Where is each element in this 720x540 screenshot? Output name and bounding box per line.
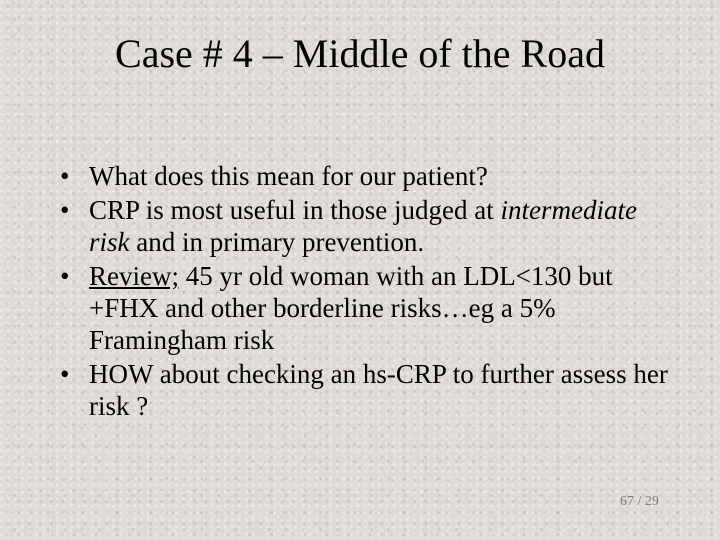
- bullet-marker: •: [60, 195, 70, 225]
- bullet-item: [60, 358, 680, 422]
- bullet-marker: •: [60, 261, 70, 291]
- slide-title: Case # 4 – Middle of the Road: [115, 31, 605, 76]
- bullet-item: [60, 260, 680, 356]
- bullet-marker: •: [60, 161, 70, 191]
- bullet-text: and in primary prevention.: [129, 227, 425, 257]
- bullet-marker: •: [60, 359, 70, 389]
- page-number: 67 / 29: [620, 494, 659, 509]
- bullet-item: [60, 194, 680, 258]
- bullet-list: [60, 160, 680, 424]
- bullet-text: HOW about checking an hs-CRP to further assess her risk ?: [89, 359, 668, 421]
- bullet-emphasis: intermediate risk: [89, 195, 637, 257]
- bullet-text: CRP is most useful in those judged at: [89, 195, 501, 225]
- bullet-text: 45 yr old woman with an LDL<130 but +FHX and other borderline risks…eg a 5% Framingham risk: [89, 261, 613, 355]
- bullet-label: Review;: [89, 261, 179, 291]
- bullet-item: [60, 160, 680, 192]
- bullet-text: What does this mean for our patient?: [89, 161, 488, 191]
